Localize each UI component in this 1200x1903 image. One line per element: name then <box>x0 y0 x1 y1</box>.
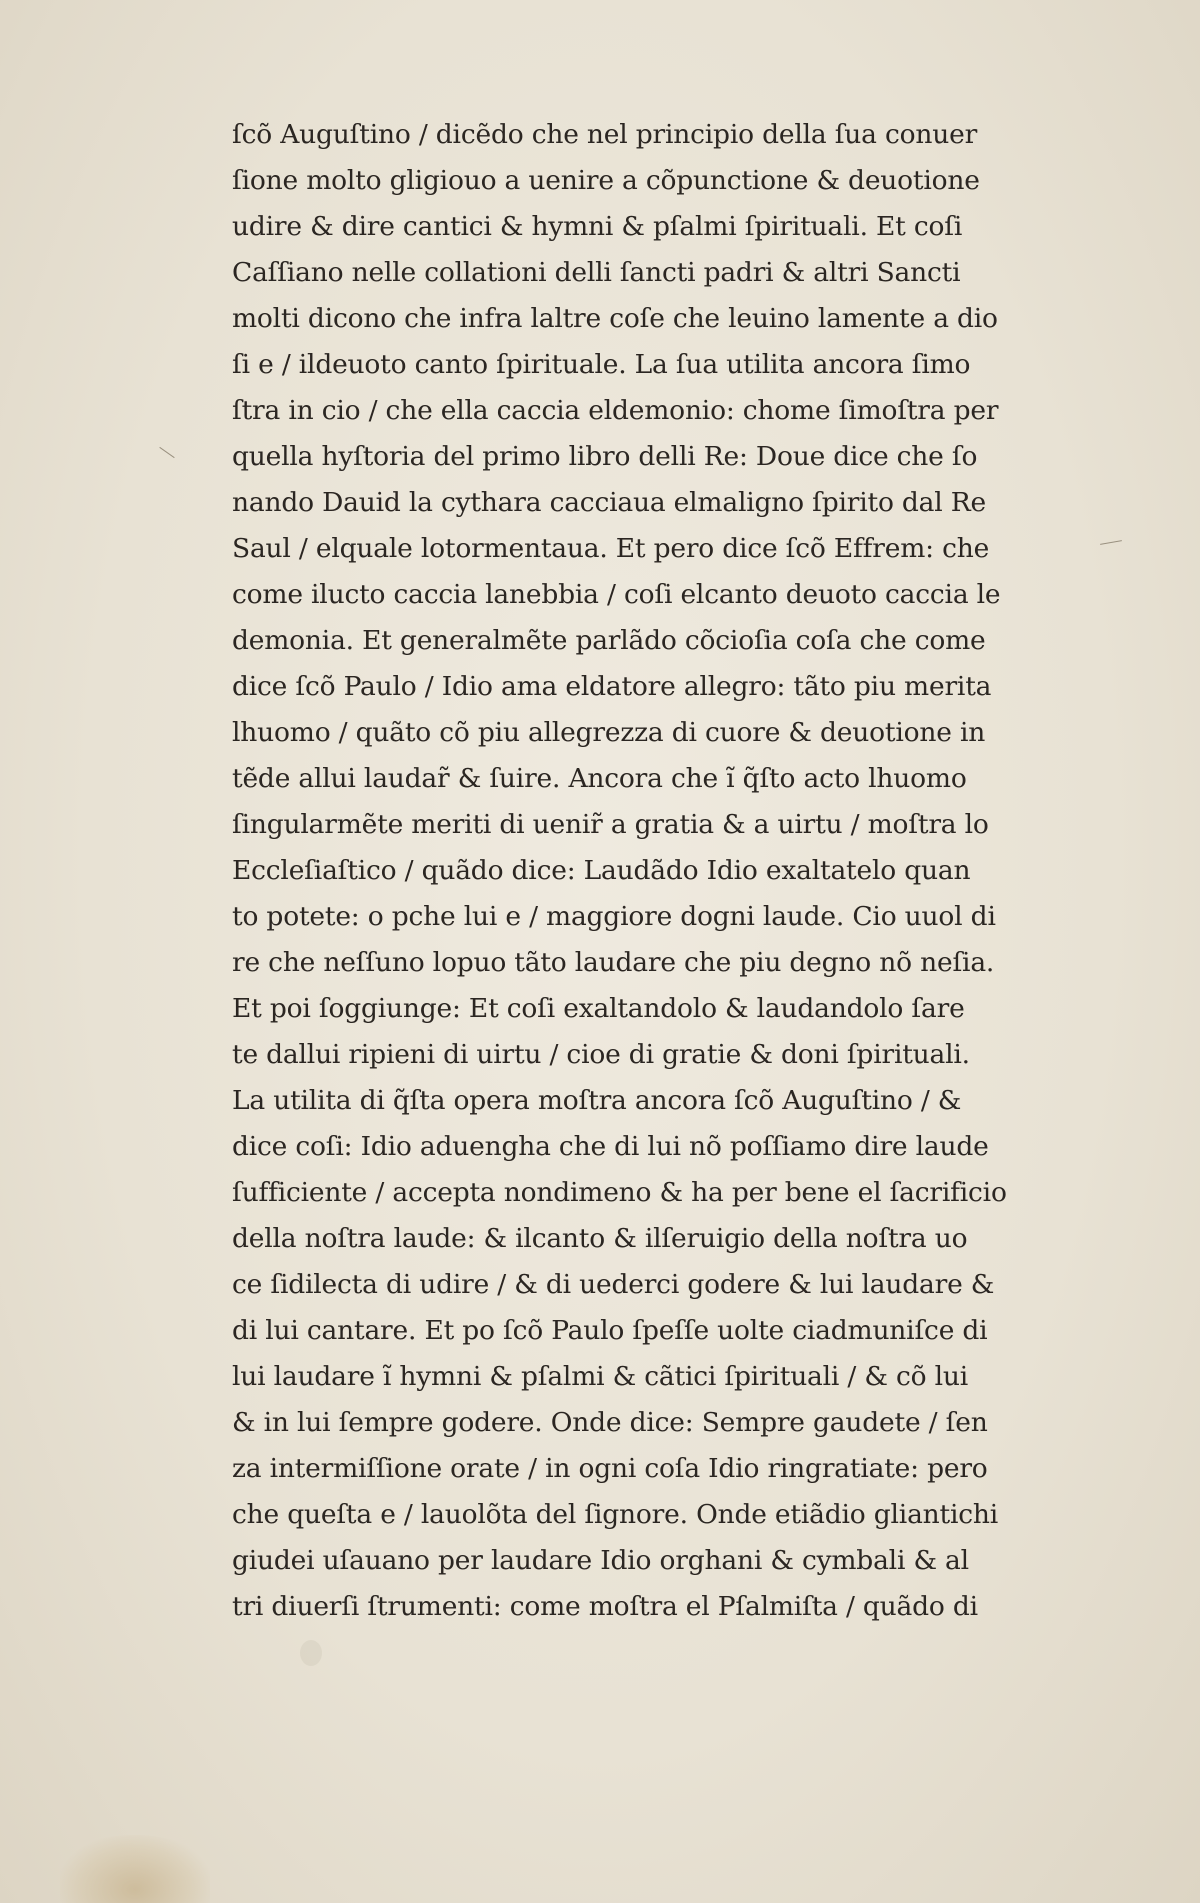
text-line: molti dicono che infra laltre coſe che leuino lamente a dio <box>232 303 998 334</box>
text-line: ce ſidilecta di udire / & di uederci godere & lui laudare & <box>232 1269 995 1300</box>
text-line: te dallui ripieni di uirtu / cioe di gratie & doni ſpirituali. <box>232 1039 970 1070</box>
text-line: ſione molto gligiouo a uenire a cõpunctione & deuotione <box>232 165 980 196</box>
margin-tick <box>1100 540 1122 545</box>
text-line: ſi e / ildeuoto canto ſpirituale. La ſua utilita ancora ſimo <box>232 349 971 380</box>
text-line: dice ſcõ Paulo / Idio ama eldatore allegro: tãto piu merita <box>232 671 992 702</box>
text-line: to potete: o pche lui e / maggiore dogni laude. Cio uuol di <box>232 901 996 932</box>
text-line: Saul / elquale lotormentaua. Et pero dice ſcõ Effrem: che <box>232 533 990 564</box>
text-line: demonia. Et generalmẽte parlãdo cõcioſia coſa che come <box>232 625 986 656</box>
paper-stain <box>60 1835 210 1903</box>
text-line: ſtra in cio / che ella caccia eldemonio: chome ſimoſtra per <box>232 395 999 426</box>
text-block <box>232 112 1094 1630</box>
text-line: nando Dauid la cythara cacciaua elmaligno ſpirito dal Re <box>232 487 987 518</box>
text-line: re che neſſuno lopuo tãto laudare che piu degno nõ neſia. <box>232 947 995 978</box>
text-line: quella hyſtoria del primo libro delli Re: Doue dice che ſo <box>232 441 978 472</box>
text-line: tẽde allui laudar̃ & ſuire. Ancora che ĩ q̃ſto acto lhuomo <box>232 763 967 794</box>
margin-tick <box>159 447 174 458</box>
text-line: Et poi ſoggiunge: Et coſi exaltandolo & laudandolo ſare <box>232 993 965 1024</box>
text-line: udire & dire cantici & hymni & pſalmi ſpirituali. Et coſi <box>232 211 963 242</box>
text-line: lhuomo / quãto cõ piu allegrezza di cuore & deuotione in <box>232 717 986 748</box>
faint-mark <box>300 1640 322 1666</box>
text-line: della noſtra laude: & ilcanto & ilſeruigio della noſtra uo <box>232 1223 968 1254</box>
text-line: lui laudare ĩ hymni & pſalmi & cãtici ſpirituali / & cõ lui <box>232 1361 969 1392</box>
text-line: tri diuerſi ſtrumenti: come moſtra el Pſalmiſta / quãdo di <box>232 1591 978 1622</box>
text-line: come ilucto caccia lanebbia / coſi elcanto deuoto caccia le <box>232 579 1001 610</box>
text-line: & in lui ſempre godere. Onde dice: Sempre gaudete / ſen <box>232 1407 988 1438</box>
text-line: Eccleſiaſtico / quãdo dice: Laudãdo Idio exaltatelo quan <box>232 855 971 886</box>
text-line: che queſta e / lauolõta del ſignore. Onde etiãdio gliantichi <box>232 1499 999 1530</box>
text-line: ſcõ Auguſtino / dicẽdo che nel principio della ſua conuer <box>232 119 978 150</box>
text-line: La utilita di q̃ſta opera moſtra ancora ſcõ Auguſtino / & <box>232 1085 962 1116</box>
text-line: di lui cantare. Et po ſcõ Paulo ſpeſſe uolte ciadmuniſce di <box>232 1315 988 1346</box>
text-line: ſufficiente / accepta nondimeno & ha per bene el ſacrificio <box>232 1177 1007 1208</box>
text-line: Caſſiano nelle collationi delli ſancti padri & altri Sancti <box>232 257 961 288</box>
text-line: giudei uſauano per laudare Idio orghani & cymbali & al <box>232 1545 969 1576</box>
text-line: ſingularmẽte meriti di uenir̃ a gratia & a uirtu / moſtra lo <box>232 809 989 840</box>
text-line: za intermiſſione orate / in ogni coſa Idio ringratiate: pero <box>232 1453 988 1484</box>
text-line: dice coſi: Idio aduengha che di lui nõ poſſiamo dire laude <box>232 1131 989 1162</box>
